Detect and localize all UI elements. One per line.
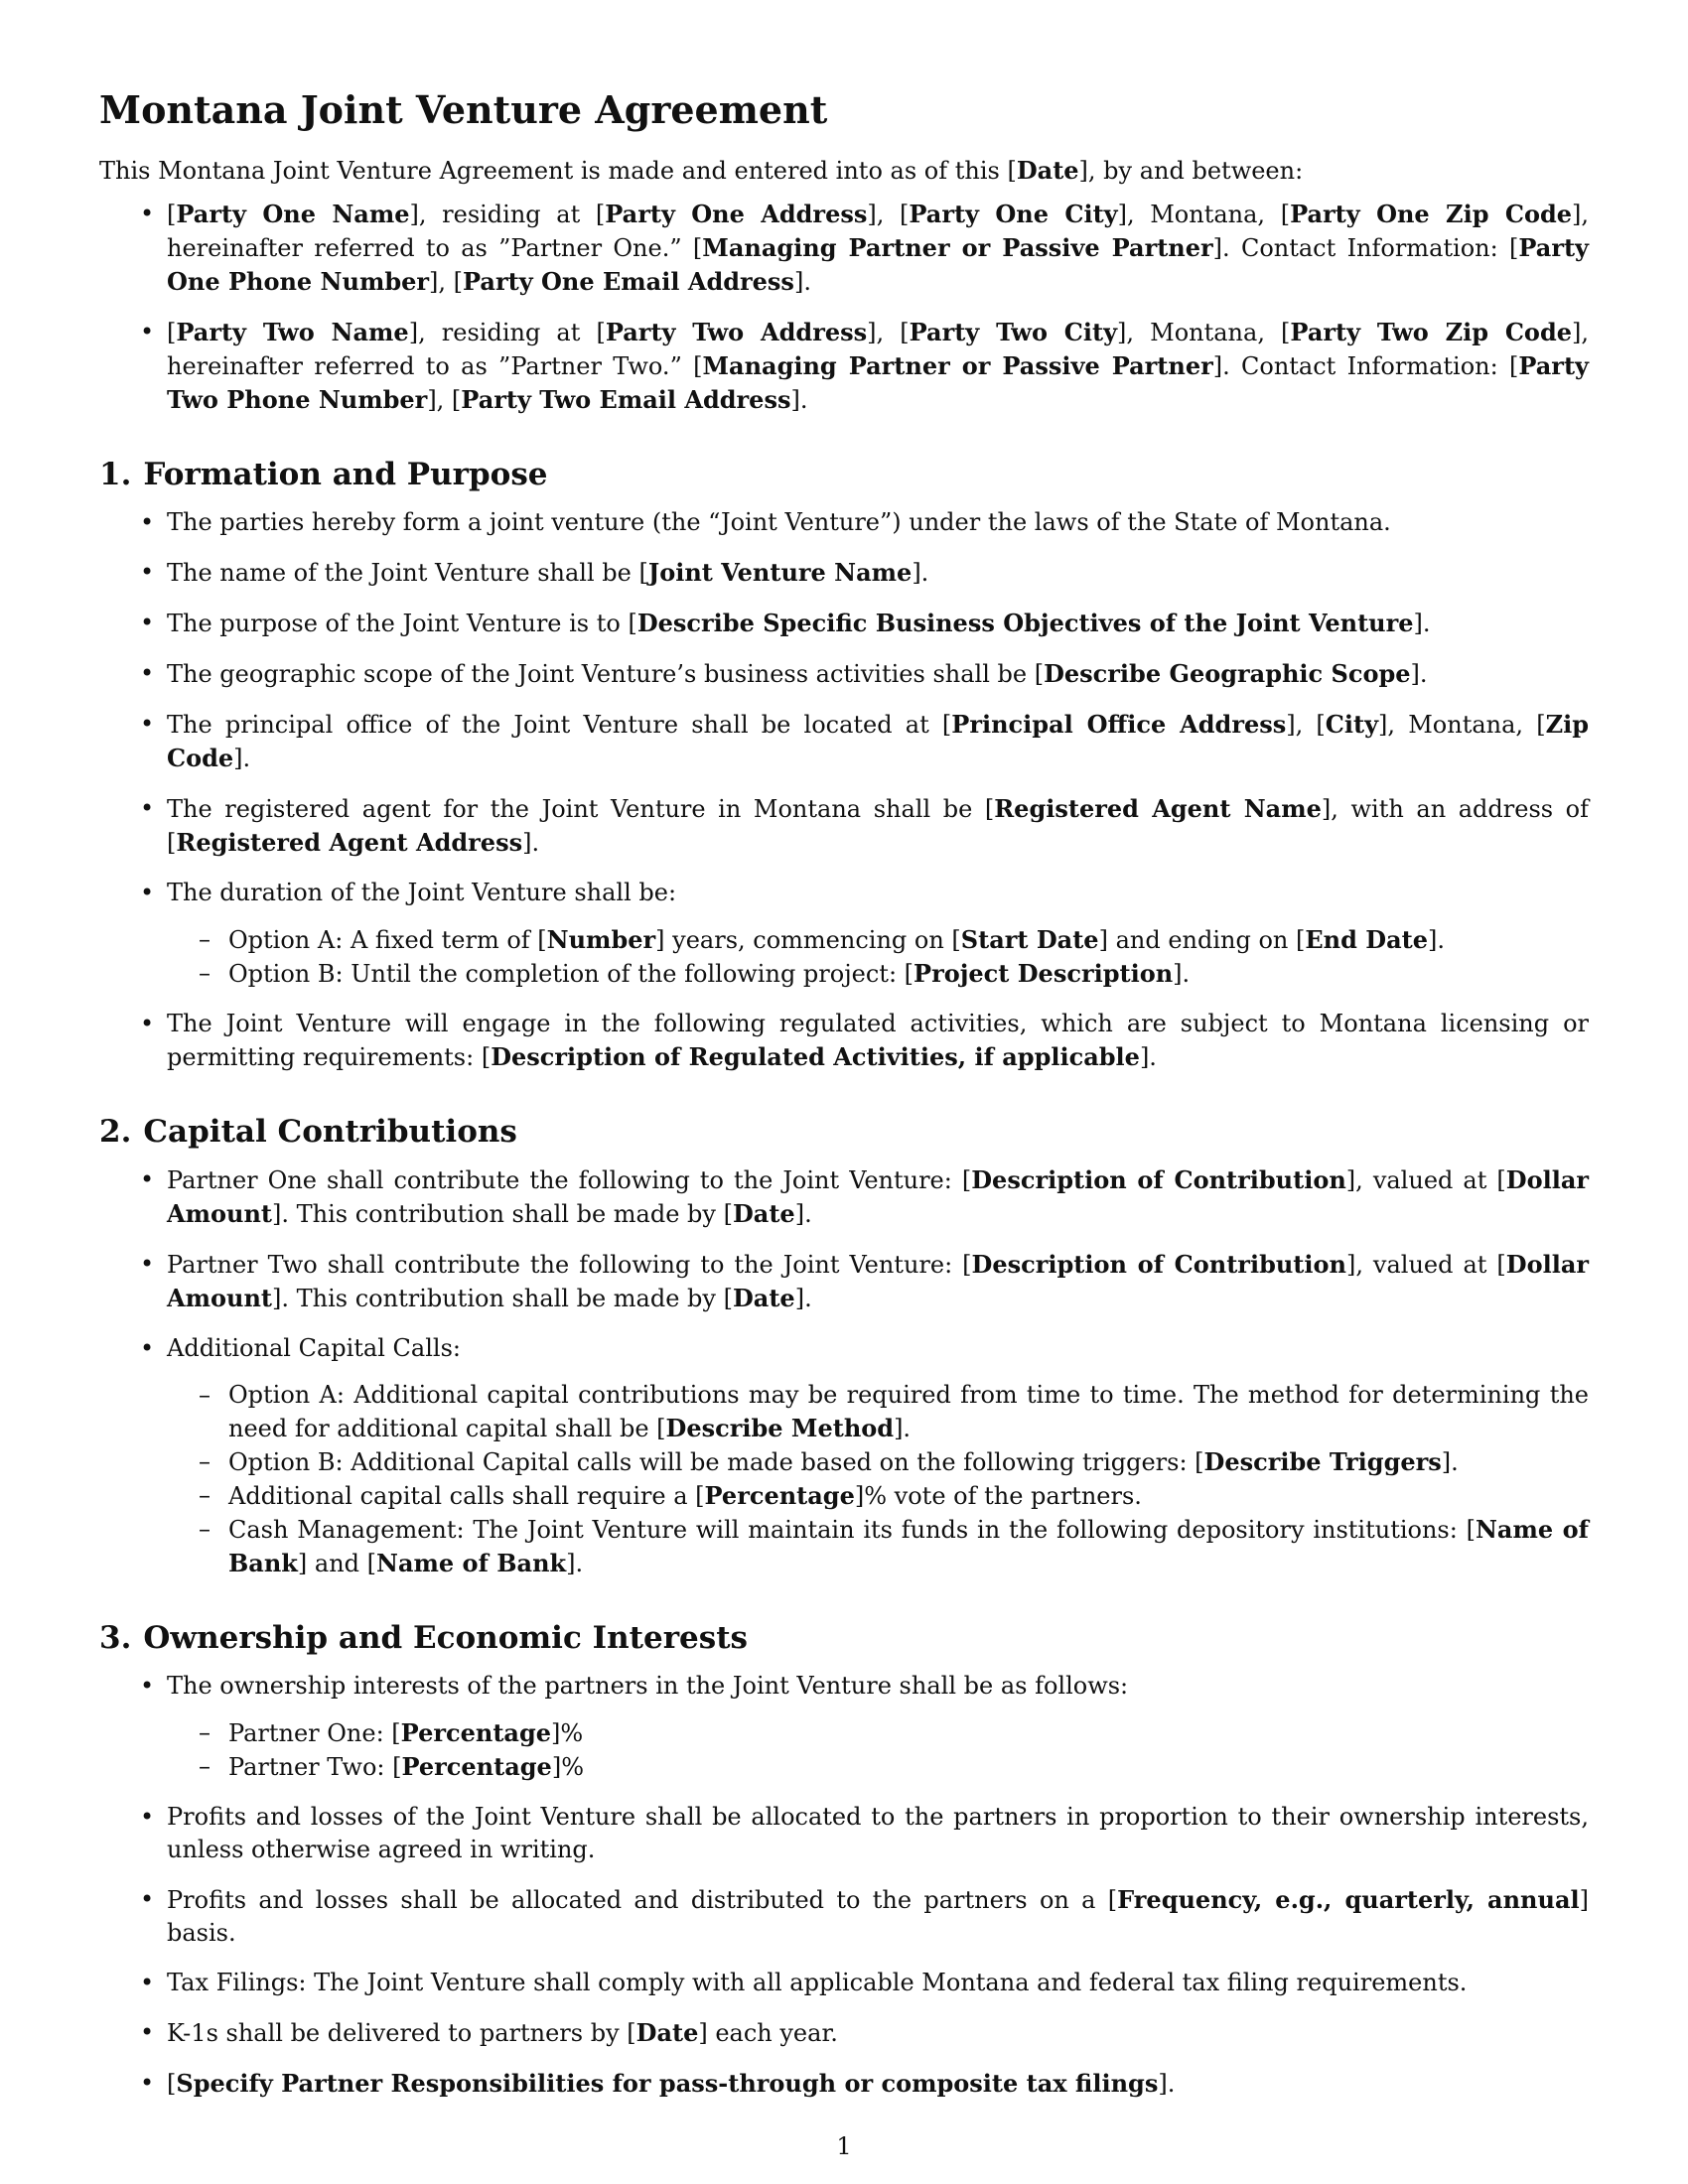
list-item: • Additional Capital Calls: – Option A: Additional capital contributions may be required from time to time. The method for determining the need for additional capital shall be [Describe Method]. – Option B: Additional Capital calls will be made based on the following triggers: [Describe Triggers]. – Additional capital calls shall require a [Percentage]% vote of the partners. – Cash Management: The Joint Venture will maintain its funds in the following depository institutions: [Name of Bank] and [Name of Bank]. — [167, 1332, 1589, 1580]
intro-paragraph: This Montana Joint Venture Agreement is made and entered into as of this [Date], by and between: — [99, 156, 1304, 185]
sub-list-item: – Partner One: [Percentage]% — [228, 1716, 1589, 1750]
party-two-item: • [Party Two Name], residing at [Party Two Address], [Party Two City], Montana, [Party Two Zip Code], hereinafter referred to as ”Partner Two.” [Managing Partner or Passive Partner]. Contact Information: [Party Two Phone Number], [Party Two Email Address]. — [167, 316, 1589, 417]
list-item: • [Specify Partner Responsibilities for pass-through or composite tax filings]. — [167, 2067, 1589, 2101]
page-number: 1 — [836, 2132, 852, 2160]
list-item: • The registered agent for the Joint Venture in Montana shall be [Registered Agent Name], with an address of [Registered Agent Address]. — [167, 792, 1589, 860]
section-heading-capital: 2. Capital Contributions — [99, 1114, 517, 1150]
list-item: • The parties hereby form a joint venture (the “Joint Venture”) under the laws of the State of Montana. — [167, 506, 1589, 539]
list-item: • The principal office of the Joint Venture shall be located at [Principal Office Address], [City], Montana, [Zip Code]. — [167, 708, 1589, 775]
list-item: • K-1s shall be delivered to partners by [Date] each year. — [167, 2016, 1589, 2050]
list-item: • The duration of the Joint Venture shall be: – Option A: A fixed term of [Number] years, commencing on [Start Date] and ending on [End Date]. – Option B: Until the completion of the following project: [Project Description]. — [167, 877, 1589, 991]
list-item: • Profits and losses shall be allocated and distributed to the partners on a [Frequency, e.g., quarterly, annual] basis. — [167, 1883, 1589, 1950]
sub-list-item: – Option A: A fixed term of [Number] years, commencing on [Start Date] and ending on [End Date]. — [228, 923, 1589, 957]
parties-list — [99, 198, 1589, 417]
capital-call-options — [167, 1379, 1589, 1580]
list-item: • Partner One shall contribute the following to the Joint Venture: [Description of Contribution], valued at [Dollar Amount]. This contribution shall be made by [Date]. — [167, 1163, 1589, 1231]
list-item: • The ownership interests of the partners in the Joint Venture shall be as follows: – Partner One: [Percentage]% – Partner Two: [Percentage]% — [167, 1670, 1589, 1784]
document-page — [99, 87, 1589, 2117]
document-title: Montana Joint Venture Agreement — [99, 87, 828, 132]
sub-list-item: – Option B: Additional Capital calls will be made based on the following triggers: [Describe Triggers]. — [228, 1445, 1589, 1479]
list-item: • Partner Two shall contribute the following to the Joint Venture: [Description of Contribution], valued at [Dollar Amount]. This contribution shall be made by [Date]. — [167, 1248, 1589, 1315]
list-item: • The geographic scope of the Joint Venture’s business activities shall be [Describe Geographic Scope]. — [167, 657, 1589, 691]
list-item: • The Joint Venture will engage in the following regulated activities, which are subject to Montana licensing or permitting requirements: [Description of Regulated Activities, if applicable]. — [167, 1008, 1589, 1074]
sub-list-item: – Additional capital calls shall require a [Percentage]% vote of the partners. — [228, 1479, 1589, 1513]
section-heading-ownership: 3. Ownership and Economic Interests — [99, 1620, 748, 1656]
ownership-percentages — [167, 1716, 1589, 1784]
party-one-item: • [Party One Name], residing at [Party One Address], [Party One City], Montana, [Party One Zip Code], hereinafter referred to as ”Partner One.” [Managing Partner or Passive Partner]. Contact Information: [Party One Phone Number], [Party One Email Address]. — [167, 198, 1589, 299]
section-heading-formation: 1. Formation and Purpose — [99, 457, 548, 492]
sub-list-item: – Cash Management: The Joint Venture will maintain its funds in the following depository institutions: [Name of Bank] and [Name of Bank]. — [228, 1513, 1589, 1580]
duration-options — [167, 923, 1589, 991]
sub-list-item: – Option A: Additional capital contributions may be required from time to time. The method for determining the need for additional capital shall be [Describe Method]. — [228, 1379, 1589, 1445]
list-item: • Profits and losses of the Joint Venture shall be allocated to the partners in proportion to their ownership interests, unless otherwise agreed in writing. — [167, 1801, 1589, 1866]
capital-list — [99, 1163, 1589, 1580]
sub-list-item: – Option B: Until the completion of the following project: [Project Description]. — [228, 957, 1589, 991]
list-item: • The purpose of the Joint Venture is to [Describe Specific Business Objectives of the Joint Venture]. — [167, 607, 1589, 640]
sub-list-item: – Partner Two: [Percentage]% — [228, 1750, 1589, 1784]
formation-list — [99, 506, 1589, 1074]
list-item: • Tax Filings: The Joint Venture shall comply with all applicable Montana and federal tax filing requirements. — [167, 1967, 1589, 1999]
list-item: • The name of the Joint Venture shall be [Joint Venture Name]. — [167, 556, 1589, 590]
ownership-list — [99, 1670, 1589, 2101]
